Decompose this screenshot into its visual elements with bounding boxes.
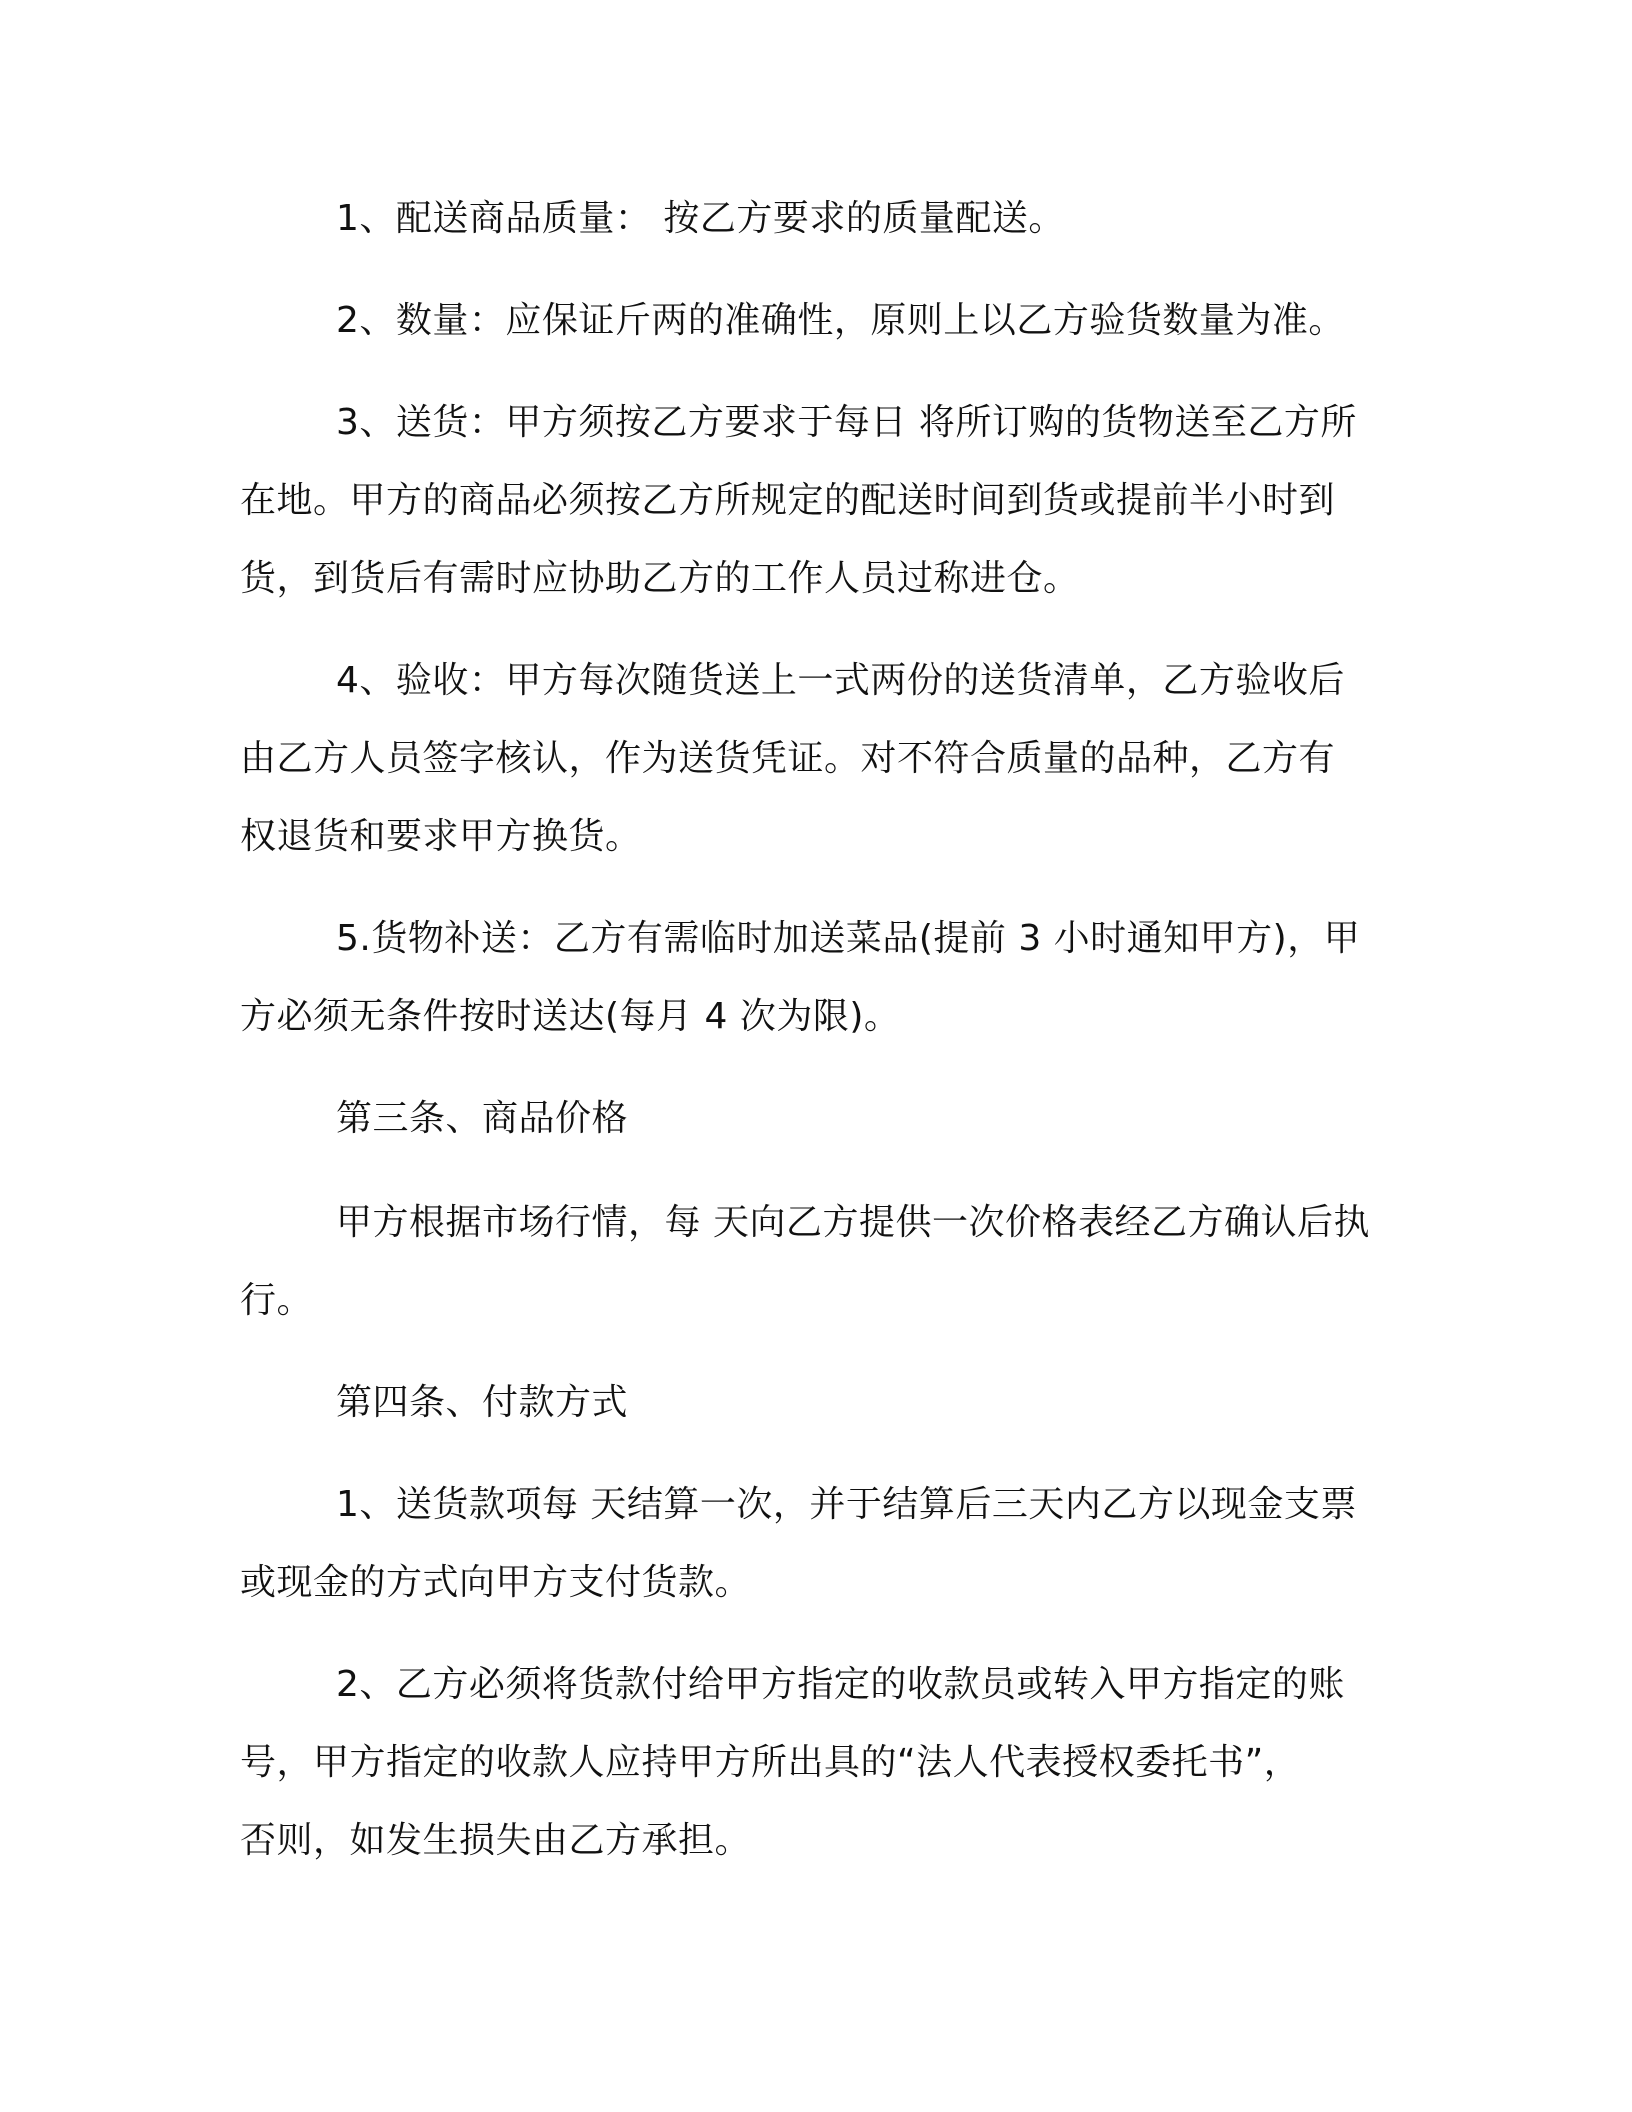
paragraph-quantity [240, 282, 1380, 360]
paragraph-supplementary-delivery [240, 900, 1380, 1056]
section-heading-article-4 [240, 1364, 1380, 1442]
paragraph-price [240, 1184, 1380, 1340]
text-line: 甲方根据市场行情，每 天向乙方提供一次价格表经乙方确认后执 [336, 1202, 1370, 1243]
text-line: 方必须无条件按时送达(每月 4 次为限)。 [240, 996, 901, 1037]
paragraph-payment-recipient [240, 1646, 1380, 1880]
text-line: 2、乙方必须将货款付给甲方指定的收款员或转入甲方指定的账 [336, 1664, 1345, 1705]
text-line: 或现金的方式向甲方支付货款。 [240, 1562, 752, 1603]
paragraph-acceptance [240, 642, 1380, 876]
text-line: 行。 [240, 1280, 314, 1321]
section-heading: 第四条、付款方式 [336, 1382, 629, 1423]
paragraph-delivery-quality [240, 180, 1380, 258]
section-heading: 第三条、商品价格 [336, 1098, 629, 1139]
text-line: 4、验收：甲方每次随货送上一式两份的送货清单，乙方验收后 [336, 660, 1345, 701]
text-line: 否则，如发生损失由乙方承担。 [240, 1820, 752, 1861]
text-line: 3、送货：甲方须按乙方要求于每日 将所订购的货物送至乙方所 [336, 402, 1357, 443]
text-line: 5.货物补送：乙方有需临时加送菜品(提前 3 小时通知甲方)，甲 [336, 918, 1361, 959]
section-heading-article-3 [240, 1080, 1380, 1158]
paragraph-payment-settlement [240, 1466, 1380, 1622]
paragraph-delivery [240, 384, 1380, 618]
text-line: 货，到货后有需时应协助乙方的工作人员过称进仓。 [240, 558, 1080, 599]
text-line: 由乙方人员签字核认，作为送货凭证。对不符合质量的品种，乙方有 [240, 738, 1336, 779]
text-line: 号，甲方指定的收款人应持甲方所出具的“法人代表授权委托书”， [240, 1742, 1301, 1783]
text-line: 1、配送商品质量： 按乙方要求的质量配送。 [336, 198, 1065, 239]
text-line: 在地。甲方的商品必须按乙方所规定的配送时间到货或提前半小时到 [240, 480, 1336, 521]
text-line: 权退货和要求甲方换货。 [240, 816, 642, 857]
text-line: 2、数量：应保证斤两的准确性，原则上以乙方验货数量为准。 [336, 300, 1345, 341]
text-line: 1、送货款项每 天结算一次，并于结算后三天内乙方以现金支票 [336, 1484, 1357, 1525]
